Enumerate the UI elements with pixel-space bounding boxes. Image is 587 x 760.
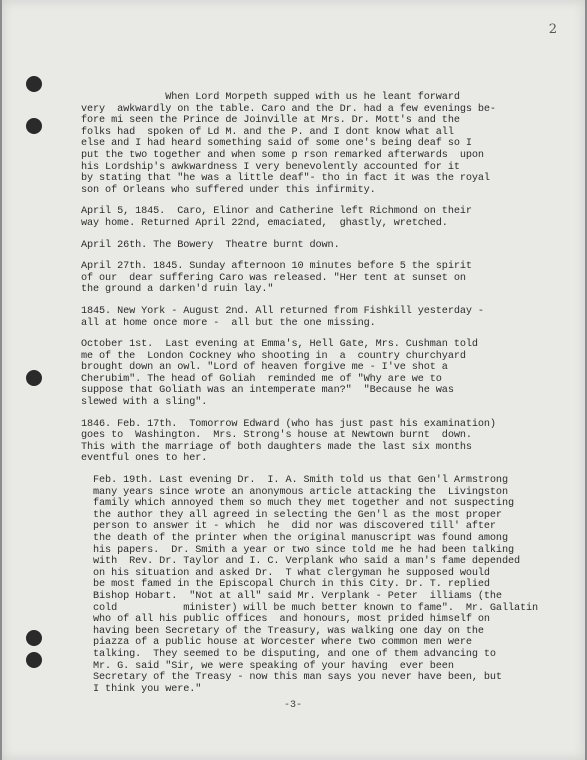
text-line: April 5, 1845. Caro, Elinor and Catherine left Richmond on their: [81, 206, 472, 218]
text-line: person to answer it - which he did nor was discovered till' after: [81, 521, 496, 533]
text-line: piazza of a public house at Worcester where two common men were: [81, 637, 472, 649]
paragraph: [81, 92, 581, 196]
page-corner-mark: 2: [548, 22, 557, 37]
text-line: son of Orleans who suffered under this infirmity.: [81, 184, 376, 196]
binder-hole: [26, 76, 42, 92]
text-line: Mr. G. said "Sir, we were speaking of your having ever been: [81, 660, 454, 672]
text-line: of our dear suffering Caro was released. "Her tent at sunset on: [81, 272, 466, 284]
text-line: cold minister) will be much better known to fame". Mr. Gallatin: [81, 602, 539, 614]
text-line: 1846. Feb. 17th. Tomorrow Edward (who has just past his examination): [81, 418, 496, 430]
paragraph: [81, 306, 581, 329]
paragraph: [81, 419, 581, 465]
text-line: the author they all agreed in selecting the Gen'l as the most proper: [81, 509, 502, 521]
text-line: put the two together and when some p rson remarked afterwards upon: [81, 149, 484, 161]
text-line: his Lordship's awkwardness I very benevolently accounted for it: [81, 161, 460, 173]
text-line: who of all his public offices and honours, most prided himself on: [81, 614, 490, 626]
page-number: -3-: [284, 700, 303, 711]
paragraph: [81, 240, 581, 252]
text-line: on his situation and asked Dr. T what clergyman he supposed would: [81, 567, 490, 579]
text-line: When Lord Morpeth supped with us he leant forward: [81, 92, 460, 103]
text-line: suppose that Goliath was an intemperate man?" "Because he was: [81, 385, 454, 397]
text-line: April 27th. 1845. Sunday afternoon 10 minutes before 5 the spirit: [81, 261, 472, 273]
text-line: having been Secretary of the Treasury, was walking one day on the: [81, 625, 484, 637]
paragraph: [81, 206, 581, 229]
text-line: goes to Washington. Mrs. Strong's house at Newtown burnt down.: [81, 430, 472, 442]
text-line: me of the London Cockney who shooting in a country churchyard: [81, 350, 466, 362]
binder-hole: [26, 370, 42, 386]
text-line: all at home once more - all but the one missing.: [81, 317, 376, 329]
text-line: I think you were.": [81, 683, 202, 695]
text-line: family which annoyed them so much they met together and not suspecting: [81, 498, 514, 510]
text-line: This with the marriage of both daughters made the last six months: [81, 441, 472, 453]
text-line: April 26th. The Bowery Theatre burnt down.: [81, 239, 340, 251]
typed-text-body: [81, 92, 581, 705]
text-line: folks had spoken of Ld M. and the P. and I dont know what all: [81, 126, 454, 138]
binder-hole: [26, 118, 42, 134]
text-line: 1845. New York - August 2nd. All returned from Fishkill yesterday -: [81, 305, 484, 317]
text-line: talking. They seemed to be disputing, and one of them advancing to: [81, 648, 496, 660]
text-line: Bishop Hobart. "Not at all" said Mr. Verplank - Peter illiams (the: [81, 590, 502, 602]
text-line: way home. Returned April 22nd, emaciated, ghastly, wretched.: [81, 217, 448, 229]
paragraph: [81, 261, 581, 296]
text-line: very awkwardly on the table. Caro and the Dr. had a few evenings be-: [81, 103, 496, 115]
paragraph: [81, 339, 581, 409]
paragraph: [81, 475, 581, 695]
text-line: October 1st. Last evening at Emma's, Hell Gate, Mrs. Cushman told: [81, 339, 478, 351]
text-line: else and I had heard something said of some one's being deaf so I: [81, 138, 472, 150]
text-line: eventful ones to her.: [81, 453, 208, 465]
text-line: Secretary of the Treasy - now this man says you never have been, but: [81, 672, 502, 684]
text-line: Cherubim". The head of Goliah reminded me of "Why are we to: [81, 373, 442, 385]
text-line: fore mi seen the Prince de Joinville at Mrs. Dr. Mott's and the: [81, 115, 460, 127]
text-line: with Rev. Dr. Taylor and I. C. Verplank who said a man's fame depended: [81, 556, 520, 568]
text-line: brought down an owl. "Lord of heaven forgive me - I've shot a: [81, 362, 448, 374]
text-line: the death of the printer when the original manuscript was found among: [81, 533, 508, 544]
binder-hole: [26, 652, 42, 668]
text-line: the ground a darken'd ruin lay.": [81, 284, 274, 296]
document-page: [2, 0, 585, 760]
binder-hole: [26, 630, 42, 646]
text-line: be most famed in the Episcopal Church in this City. Dr. T. replied: [81, 579, 490, 591]
text-line: Feb. 19th. Last evening Dr. I. A. Smith told us that Gen'l Armstrong: [81, 475, 508, 487]
text-line: many years since wrote an anonymous article attacking the Livingston: [81, 486, 508, 498]
text-line: his papers. Dr. Smith a year or two since told me he had been talking: [81, 544, 514, 556]
text-line: slewed with a sling".: [81, 397, 208, 409]
text-line: by stating that "he was a little deaf"- tho in fact it was the royal: [81, 173, 490, 185]
